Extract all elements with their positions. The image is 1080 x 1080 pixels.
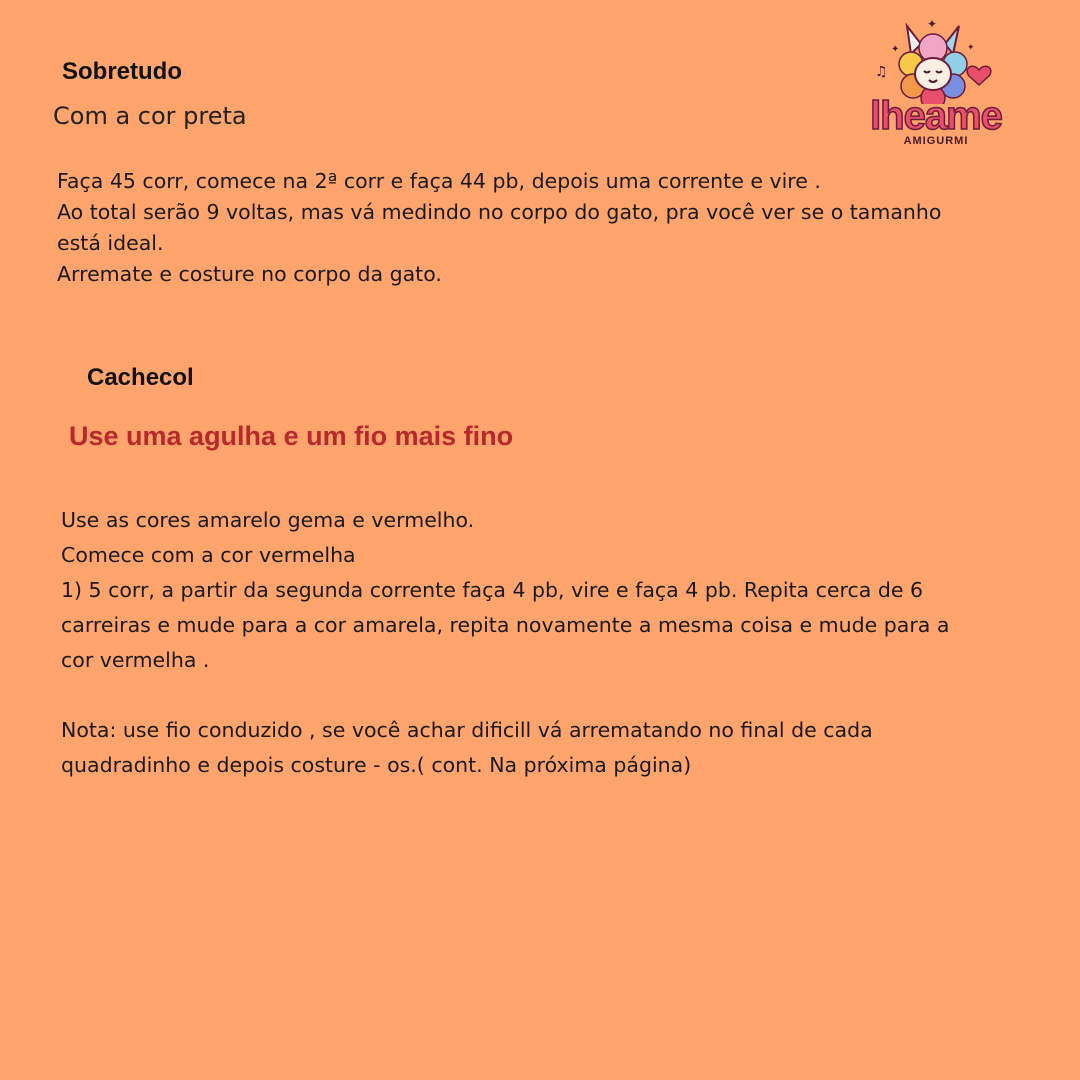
instruction-line: está ideal. — [57, 231, 164, 255]
instruction-line: 1) 5 corr, a partir da segunda corrente faça 4 pb, vire e faça 4 pb. Repita cerca de 6 — [61, 578, 924, 602]
section-title-sobretudo: Sobretudo — [62, 58, 182, 85]
instruction-line: cor vermelha . — [61, 648, 210, 672]
instruction-line: Comece com a cor vermelha — [61, 543, 356, 567]
cachecol-instructions — [61, 503, 949, 783]
logo-wordmark: lheame — [870, 94, 1002, 138]
instruction-line: Arremate e costure no corpo da gato. — [57, 262, 442, 286]
svg-text:✦: ✦ — [927, 17, 938, 31]
sobretudo-instructions — [57, 166, 941, 290]
llama-icon — [861, 14, 1011, 104]
instruction-line: Use as cores amarelo gema e vermelho. — [61, 508, 475, 532]
section-title-cachecol: Cachecol — [87, 364, 194, 391]
instruction-line: Nota: use fio conduzido , se você achar dificill vá arrematando no final de cada — [61, 718, 873, 742]
warning-note: Use uma agulha e um fio mais fino — [69, 421, 514, 451]
svg-text:✦: ✦ — [891, 44, 900, 55]
logo-subtitle: AMIGURMI — [903, 135, 969, 147]
instruction-line: Faça 45 corr, comece na 2ª corr e faça 44 pb, depois uma corrente e vire . — [57, 169, 821, 193]
blank-line — [61, 678, 949, 713]
section-subtitle-color: Com a cor preta — [53, 102, 247, 130]
instruction-line: Ao total serão 9 voltas, mas vá medindo no corpo do gato, pra você ver se o tamanho — [57, 200, 942, 224]
brand-logo — [861, 14, 1011, 154]
svg-text:✦: ✦ — [967, 43, 975, 53]
instruction-line: quadradinho e depois costure - os.( cont. Na próxima página) — [61, 753, 692, 777]
instruction-line: carreiras e mude para a cor amarela, repita novamente a mesma coisa e mude para a — [61, 613, 950, 637]
svg-text:♫: ♫ — [875, 64, 888, 80]
